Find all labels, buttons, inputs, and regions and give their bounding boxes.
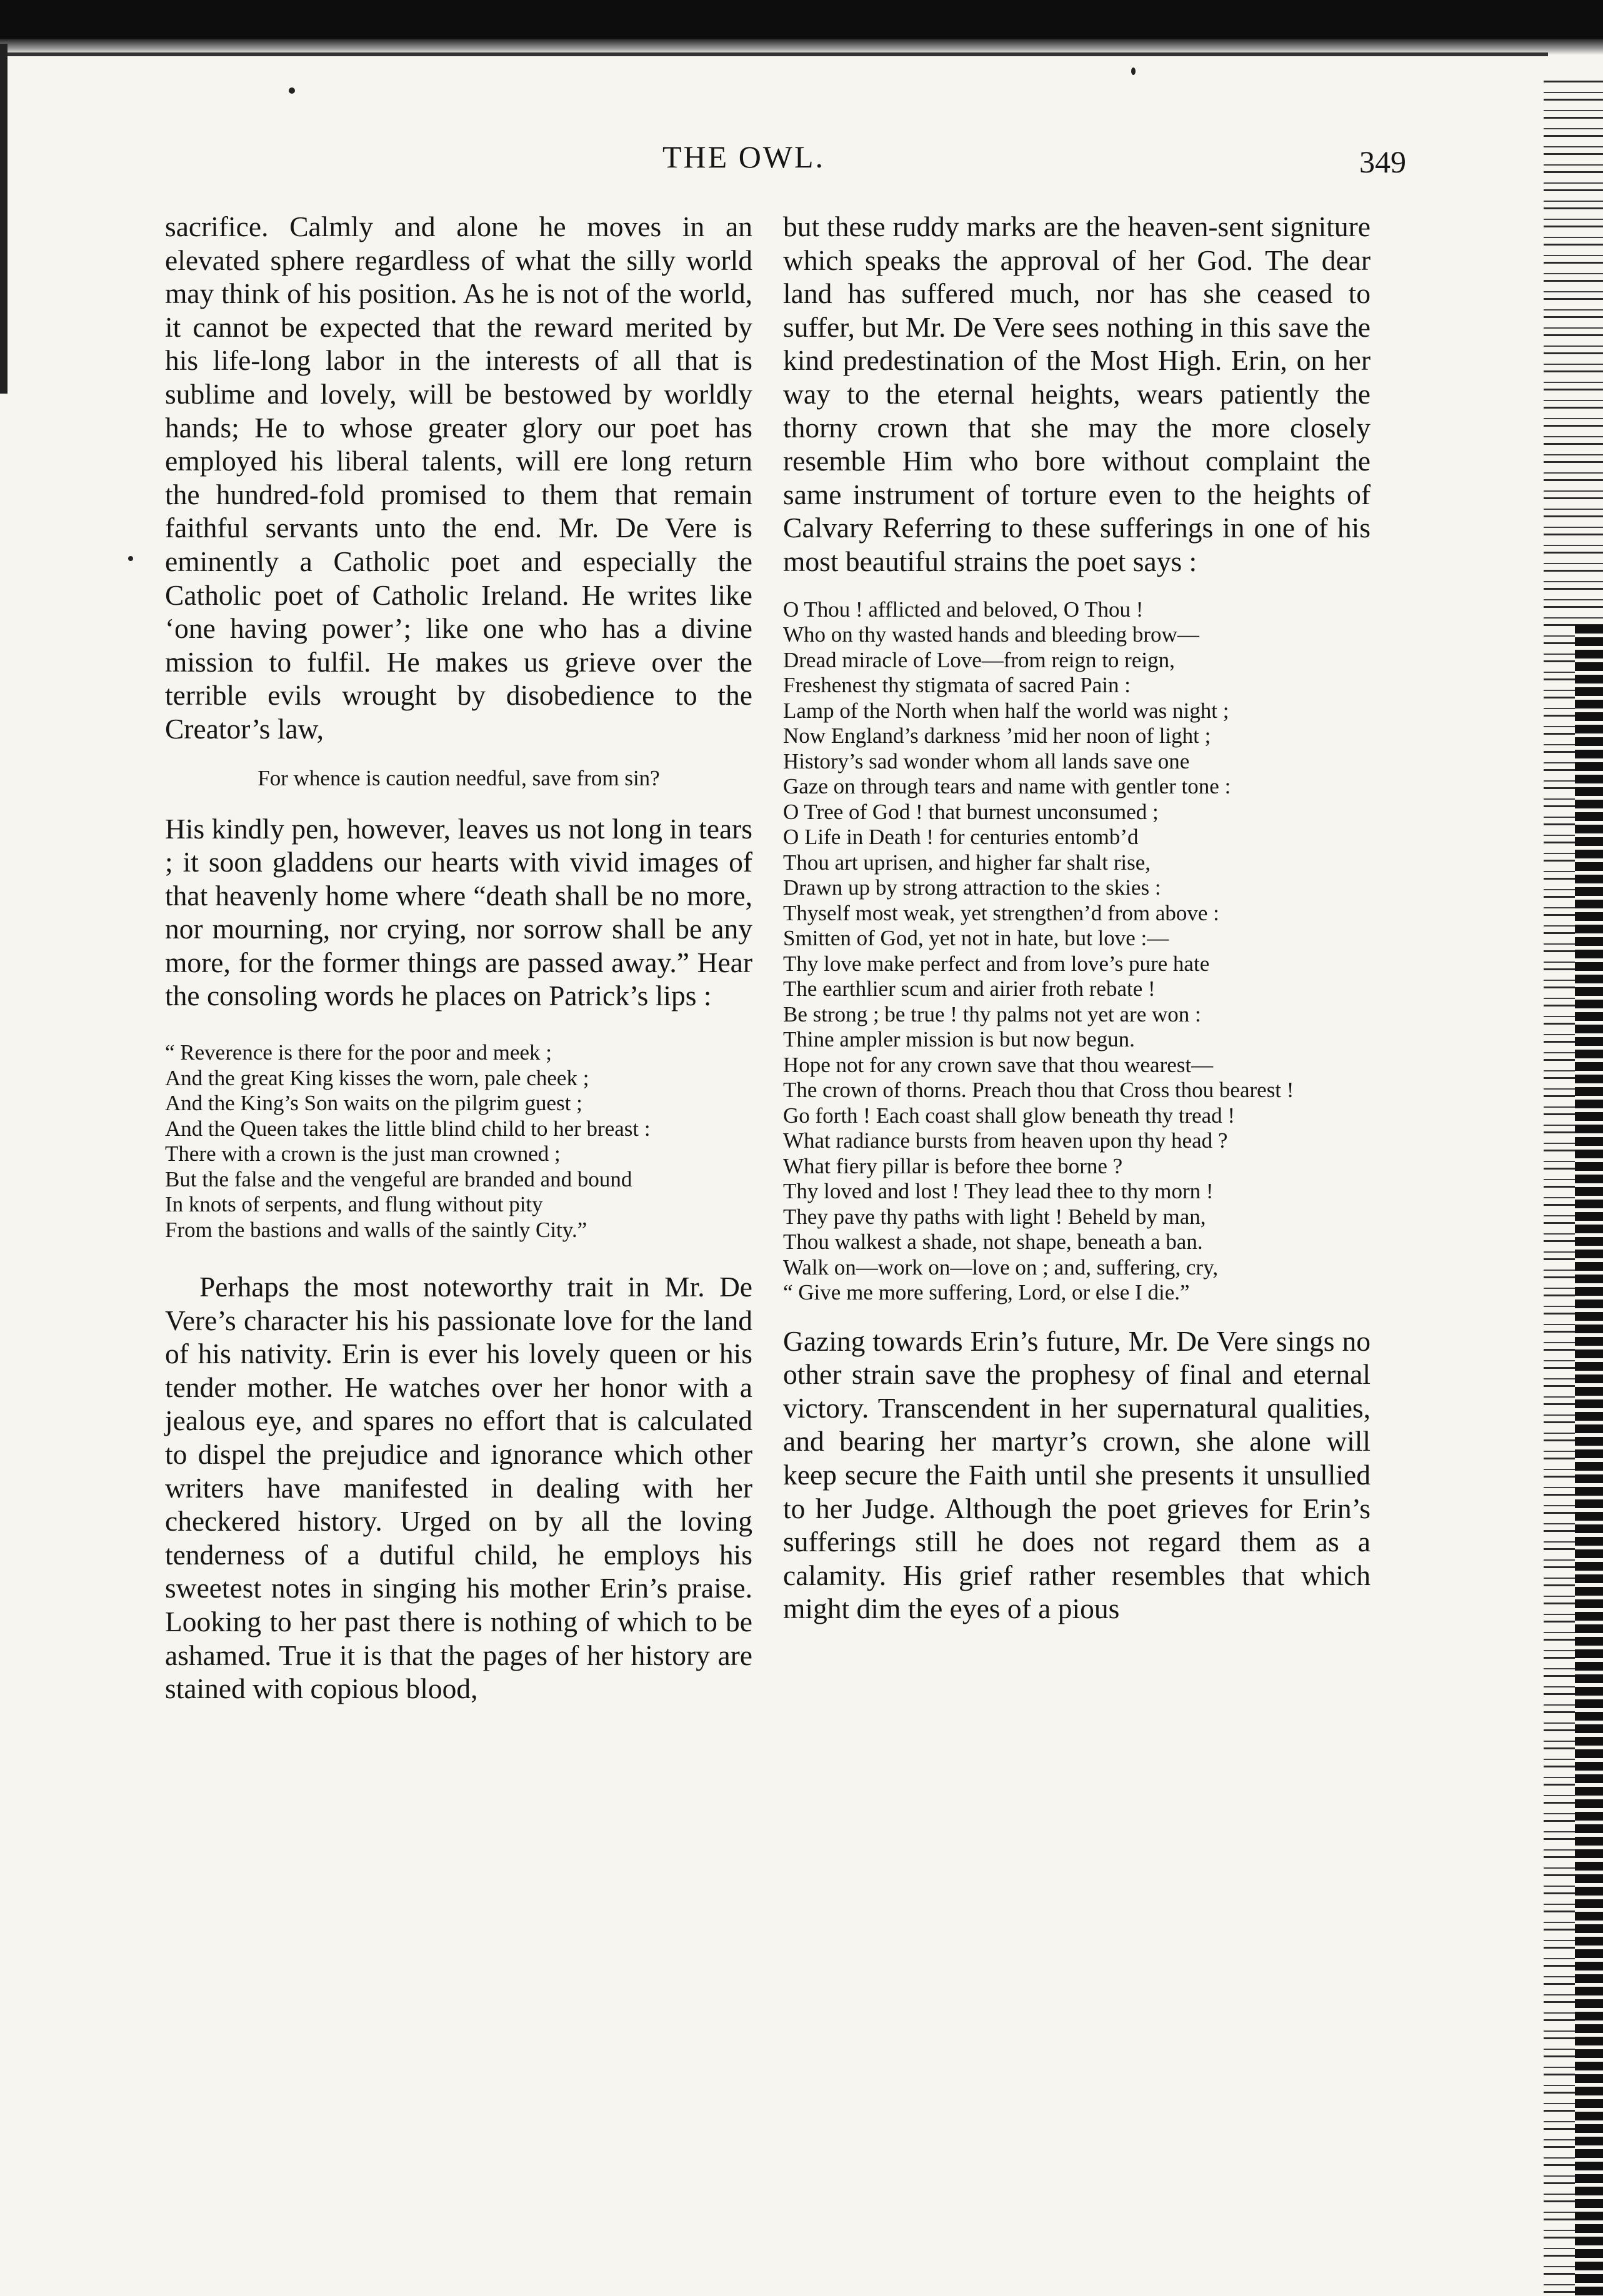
scan-right-edge-dark [1575, 625, 1603, 2296]
verse-line: Dread miracle of Love—from reign to reign, [783, 647, 1175, 672]
quoted-line: For whence is caution needful, save from sin? [257, 765, 660, 790]
verse-line: Thy loved and lost ! They lead thee to thy morn ! [783, 1179, 1214, 1204]
verse-line: Gaze on through tears and name with gentler tone : [783, 774, 1231, 799]
verse-line: What radiance bursts from heaven upon thy head ? [783, 1128, 1228, 1153]
right-column [783, 210, 1371, 1626]
verse-line: Be strong ; be true ! thy palms not yet are won : [783, 1001, 1201, 1026]
paragraph: but these ruddy marks are the heaven-sent signiture which speaks the approval of her God. The dear land has suffered much, nor has she ceased to suffer, but Mr. De Vere sees nothing in this save the kind predestination of the Most High. Erin, on her way to the eternal heights, wears patiently the thorny crown that she may the more closely resemble Him who bore without complaint the same instrument of torture even to the heights of Calvary Referring to these sufferings in one of his most beautiful strains the poet says : [783, 211, 1371, 577]
verse-line: And the King’s Son waits on the pilgrim guest ; [165, 1091, 582, 1116]
scan-speck [128, 556, 133, 561]
verse-line: Freshenest thy stigmata of sacred Pain : [783, 673, 1131, 698]
verse-line: In knots of serpents, and flung without pity [165, 1192, 543, 1217]
verse-line: History’s sad wonder whom all lands save one [783, 748, 1190, 773]
verse-line: O Tree of God ! that burnest unconsumed ; [783, 799, 1159, 824]
verse-line: “ Give me more suffering, Lord, or else I die.” [783, 1280, 1190, 1305]
verse-line: And the Queen takes the little blind child to her breast : [165, 1116, 651, 1141]
verse-line: But the false and the vengeful are branded and bound [165, 1166, 632, 1191]
scan-top-border [0, 0, 1603, 39]
verse-line: Who on thy wasted hands and bleeding brow— [783, 622, 1199, 647]
scan-frame-line [7, 52, 1548, 56]
paragraph: Perhaps the most noteworthy trait in Mr. De Vere’s character his his passionate love for the land of his nativity. Erin is ever his lovely queen or his tender mother. He watches over her honor with a jealous eye, and spares no effort that is calculated to dispel the prejudice and ignorance which other writers have manifested in dealing with her checkered history. Urged on by all the loving tenderness of a dutiful child, he employs his sweetest notes in singing his mother Erin’s praise. Looking to her past there is nothing of which to be ashamed. True it is that the pages of her history are stained with copious blood, [165, 1271, 752, 1705]
verse-line: From the bastions and walls of the saintly City.” [165, 1217, 587, 1242]
verse-line: “ Reverence is there for the poor and meek ; [165, 1040, 552, 1065]
verse-line: Walk on—work on—love on ; and, suffering, cry, [783, 1255, 1219, 1280]
verse-line: Go forth ! Each coast shall glow beneath thy tread ! [783, 1103, 1236, 1128]
verse-line: Hope not for any crown save that thou wearest— [783, 1052, 1214, 1077]
verse-line: There with a crown is the just man crowned ; [165, 1141, 561, 1166]
verse-line: They pave thy paths with light ! Beheld by man, [783, 1204, 1206, 1229]
scan-speck [289, 87, 295, 94]
verse-line: Lamp of the North when half the world was night ; [783, 698, 1229, 723]
page-number: 349 [1359, 144, 1406, 179]
verse-line: Thyself most weak, yet strengthen’d from above : [783, 900, 1219, 925]
paragraph: His kindly pen, however, leaves us not long in tears ; it soon gladdens our hearts with vivid images of that heavenly home where “death shall be no more, nor mourning, nor crying, nor sorrow shall be any more, for the former things are passed away.” Hear the consoling words he places on Patrick’s lips : [165, 812, 752, 1012]
verse-line: Thou art uprisen, and higher far shalt rise, [783, 850, 1151, 875]
left-column [165, 210, 752, 1706]
scan-speck [1131, 67, 1136, 75]
running-head [0, 139, 1603, 189]
verse-line: O Thou ! afflicted and beloved, O Thou ! [783, 597, 1144, 622]
verse-line: Now England’s darkness ’mid her noon of light ; [783, 723, 1211, 748]
verse-line: Thine ampler mission is but now begun. [783, 1027, 1135, 1052]
paragraph: Gazing towards Erin’s future, Mr. De Vere sings no other strain save the prophesy of final and eternal victory. Transcendent in her supernatural qualities, and bearing her martyr’s crown, she alone will keep secure the Faith until she presents it unsullied to her Judge. Although the poet grieves for Erin’s sufferings still he does not regard them as a calamity. His grief rather resembles that which might dim the eyes of a pious [783, 1324, 1371, 1625]
verse-line: The crown of thorns. Preach thou that Cross thou bearest ! [783, 1078, 1294, 1103]
page-title: THE OWL. [662, 139, 826, 174]
verse-line: Thou walkest a shade, not shape, beneath a ban. [783, 1230, 1203, 1255]
verse-line: The earthlier scum and airier froth rebate ! [783, 977, 1156, 1001]
verse-line: Smitten of God, yet not in hate, but love :— [783, 926, 1169, 951]
verse-block [165, 1040, 752, 1243]
paragraph: sacrifice. Calmly and alone he moves in an elevated sphere regardless of what the silly world may think of his position. As he is not of the world, it cannot be expected that the reward merited by his life-long labor in the interests of all that is sublime and lovely, will be bestowed by worldly hands; He to whose greater glory our poet has employed his liberal talents, will ere long return the hundred-fold promised to them that remain faithful servants unto the end. Mr. De Vere is eminently a Catholic poet and especially the Catholic poet of Catholic Ireland. He writes like ‘one having power’; like one who has a divine mission to fulfil. He makes us grieve over the terrible evils wrought by disobedience to the Creator’s law, [165, 211, 752, 745]
verse-line: O Life in Death ! for centuries entomb’d [783, 825, 1139, 850]
verse-line: Thy love make perfect and from love’s pure hate [783, 951, 1210, 976]
verse-line: And the great King kisses the worn, pale cheek ; [165, 1065, 589, 1090]
verse-block [783, 597, 1371, 1306]
scan-left-edge [0, 44, 7, 394]
verse-line: Drawn up by strong attraction to the skies : [783, 875, 1161, 900]
verse-line: What fiery pillar is before thee borne ? [783, 1153, 1123, 1178]
